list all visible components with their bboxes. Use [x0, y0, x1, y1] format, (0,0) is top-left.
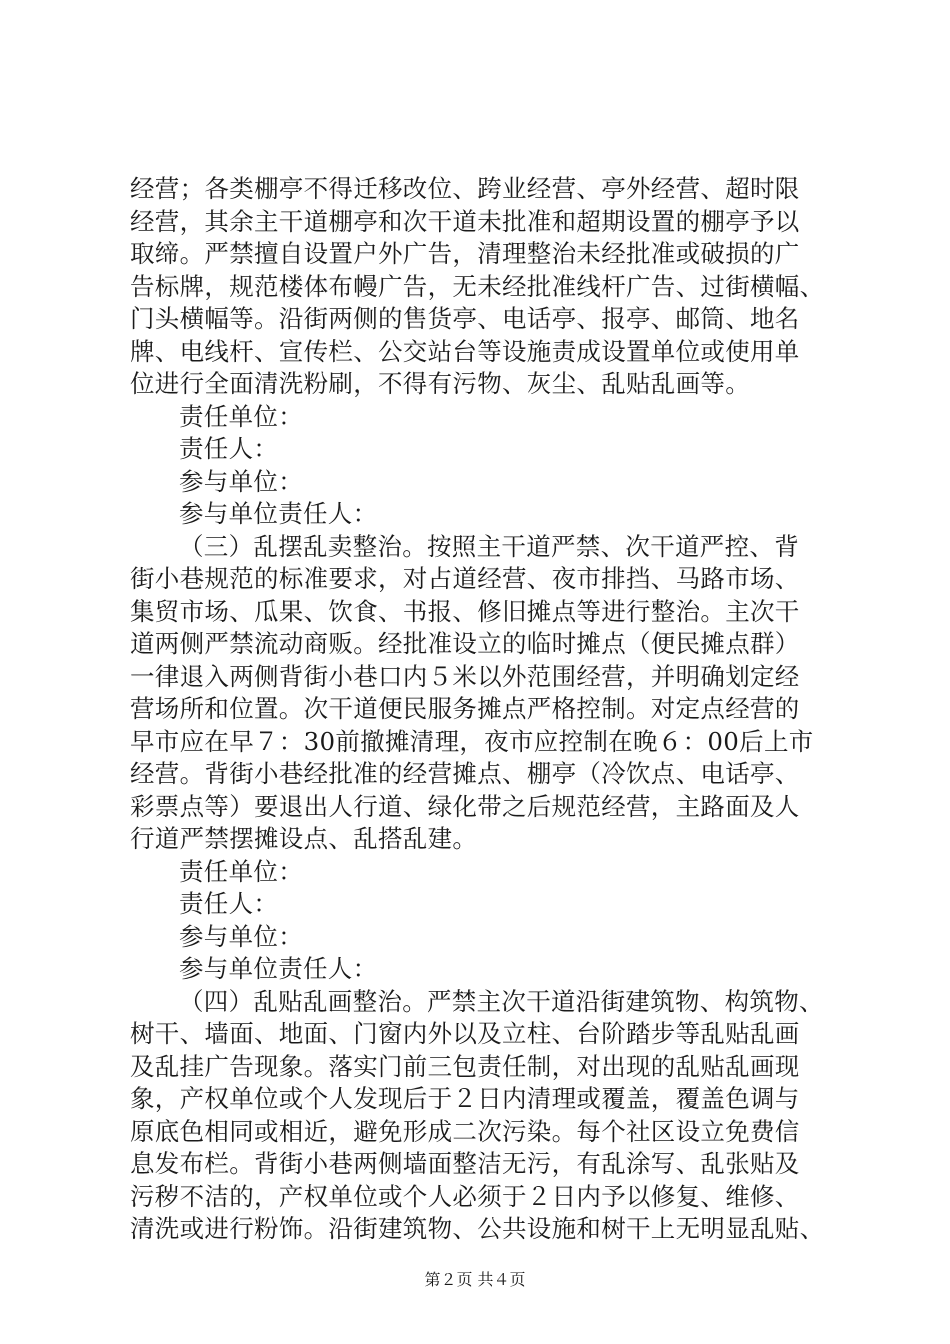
document-body	[130, 173, 830, 1246]
text-line: 参与单位：	[179, 466, 303, 496]
text-line: 经营，其余主干道棚亭和次干道未批准和超期设置的棚亭予以	[130, 206, 800, 236]
text-line: 象，产权单位或个人发现后于２日内清理或覆盖，覆盖色调与	[130, 1084, 800, 1113]
text-line: 树干、墙面、地面、门窗内外以及立柱、台阶踏步等乱贴乱画	[130, 1019, 800, 1048]
text-line: 行道严禁摆摊设点、乱搭乱建。	[130, 824, 478, 853]
text-line: 道两侧严禁流动商贩。经批准设立的临时摊点（便民摊点群）	[130, 629, 800, 658]
text-line: 污秽不洁的，产权单位或个人必须于２日内予以修复、维修、	[130, 1181, 800, 1211]
text-line: 原底色相同或相近，避免形成二次污染。每个社区设立免费信	[130, 1116, 800, 1146]
text-line: 清洗或进行粉饰。沿街建筑物、公共设施和树干上无明显乱贴、	[130, 1214, 825, 1243]
text-line: 责任单位：	[179, 856, 303, 886]
text-line: 位进行全面清洗粉刷，不得有污物、灰尘、乱贴乱画等。	[130, 369, 750, 398]
text-line: 责任单位：	[179, 401, 303, 431]
text-line: 息发布栏。背街小巷两侧墙面整洁无污，有乱涂写、乱张贴及	[130, 1149, 800, 1178]
text-line: 及乱挂广告现象。落实门前三包责任制，对出现的乱贴乱画现	[130, 1051, 800, 1081]
text-line: 参与单位：	[179, 921, 303, 951]
text-line: 一律退入两侧背街小巷口内５米以外范围经营，并明确划定经	[130, 661, 800, 691]
text-line: 牌、电线杆、宣传栏、公交站台等设施责成设置单位或使用单	[130, 336, 800, 366]
text-line: 早市应在早７：30前撤摊清理，夜市应控制在晚６：00后上市	[130, 726, 814, 756]
text-line: （四）乱贴乱画整治。严禁主次干道沿街建筑物、构筑物、	[179, 986, 824, 1016]
text-line: 参与单位责任人：	[179, 954, 378, 983]
text-line: 经营。背街小巷经批准的经营摊点、棚亭（冷饮点、电话亭、	[130, 759, 800, 788]
text-line: 门头横幅等。沿街两侧的售货亭、电话亭、报亭、邮筒、地名	[130, 304, 800, 333]
page-number-label: 第２页 共４页	[424, 1270, 526, 1289]
text-line: （三）乱摆乱卖整治。按照主干道严禁、次干道严控、背	[179, 531, 799, 561]
text-line: 责任人：	[179, 889, 279, 918]
text-line: 街小巷规范的标准要求，对占道经营、夜市排挡、马路市场、	[130, 564, 800, 593]
text-line: 彩票点等）要退出人行道、绿化带之后规范经营，主路面及人	[130, 791, 800, 821]
text-line: 责任人：	[179, 434, 279, 463]
text-line: 集贸市场、瓜果、饮食、书报、修旧摊点等进行整治。主次干	[130, 596, 800, 626]
text-line: 告标牌，规范楼体布幔广告，无未经批准线杆广告、过街横幅、	[130, 271, 825, 301]
text-line: 经营；各类棚亭不得迁移改位、跨业经营、亭外经营、超时限	[130, 174, 800, 203]
page-footer	[0, 1270, 950, 1290]
text-line: 参与单位责任人：	[179, 499, 378, 528]
text-line: 营场所和位置。次干道便民服务摊点严格控制。对定点经营的	[130, 694, 800, 723]
text-line: 取缔。严禁擅自设置户外广告，清理整治未经批准或破损的广	[130, 239, 800, 268]
